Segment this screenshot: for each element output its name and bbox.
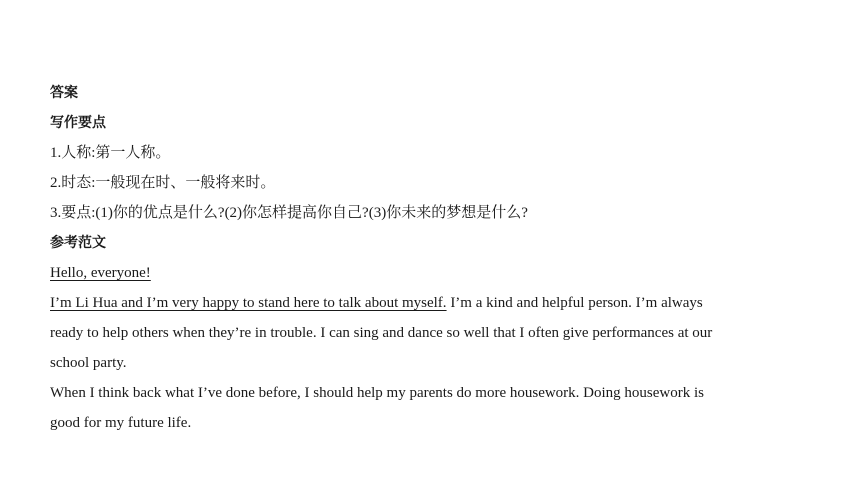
- point-person: 1.人称:第一人称。: [50, 145, 171, 161]
- answer-document: [50, 78, 810, 438]
- point-tense: 2.时态:一般现在时、一般将来时。: [50, 175, 276, 191]
- writing-points-heading: 写作要点: [50, 115, 106, 131]
- sample-essay-heading: 参考范文: [50, 235, 106, 251]
- essay-paragraph-2-line-1: When I think back what I’ve done before, I should help my parents do more housework. Doing housework is: [50, 385, 705, 401]
- answer-heading: 答案: [50, 85, 78, 101]
- essay-paragraph-1-line-3: school party.: [50, 355, 127, 371]
- point-key-points: 3.要点:(1)你的优点是什么?(2)你怎样提高你自己?(3)你未来的梦想是什么?: [50, 205, 528, 221]
- essay-p1-rest: I’m a kind and helpful person. I’m always: [446, 295, 703, 311]
- essay-underlined-sentence: I’m Li Hua and I’m very happy to stand here to talk about myself.: [50, 295, 447, 311]
- essay-paragraph-1-line-1: [50, 288, 810, 318]
- essay-greeting-text: Hello, everyone!: [50, 265, 151, 281]
- essay-paragraph-2-line-2: good for my future life.: [50, 415, 192, 431]
- essay-greeting: [50, 258, 810, 288]
- essay-paragraph-1-line-2: ready to help others when they’re in trouble. I can sing and dance so well that I often give performances at our: [50, 325, 713, 341]
